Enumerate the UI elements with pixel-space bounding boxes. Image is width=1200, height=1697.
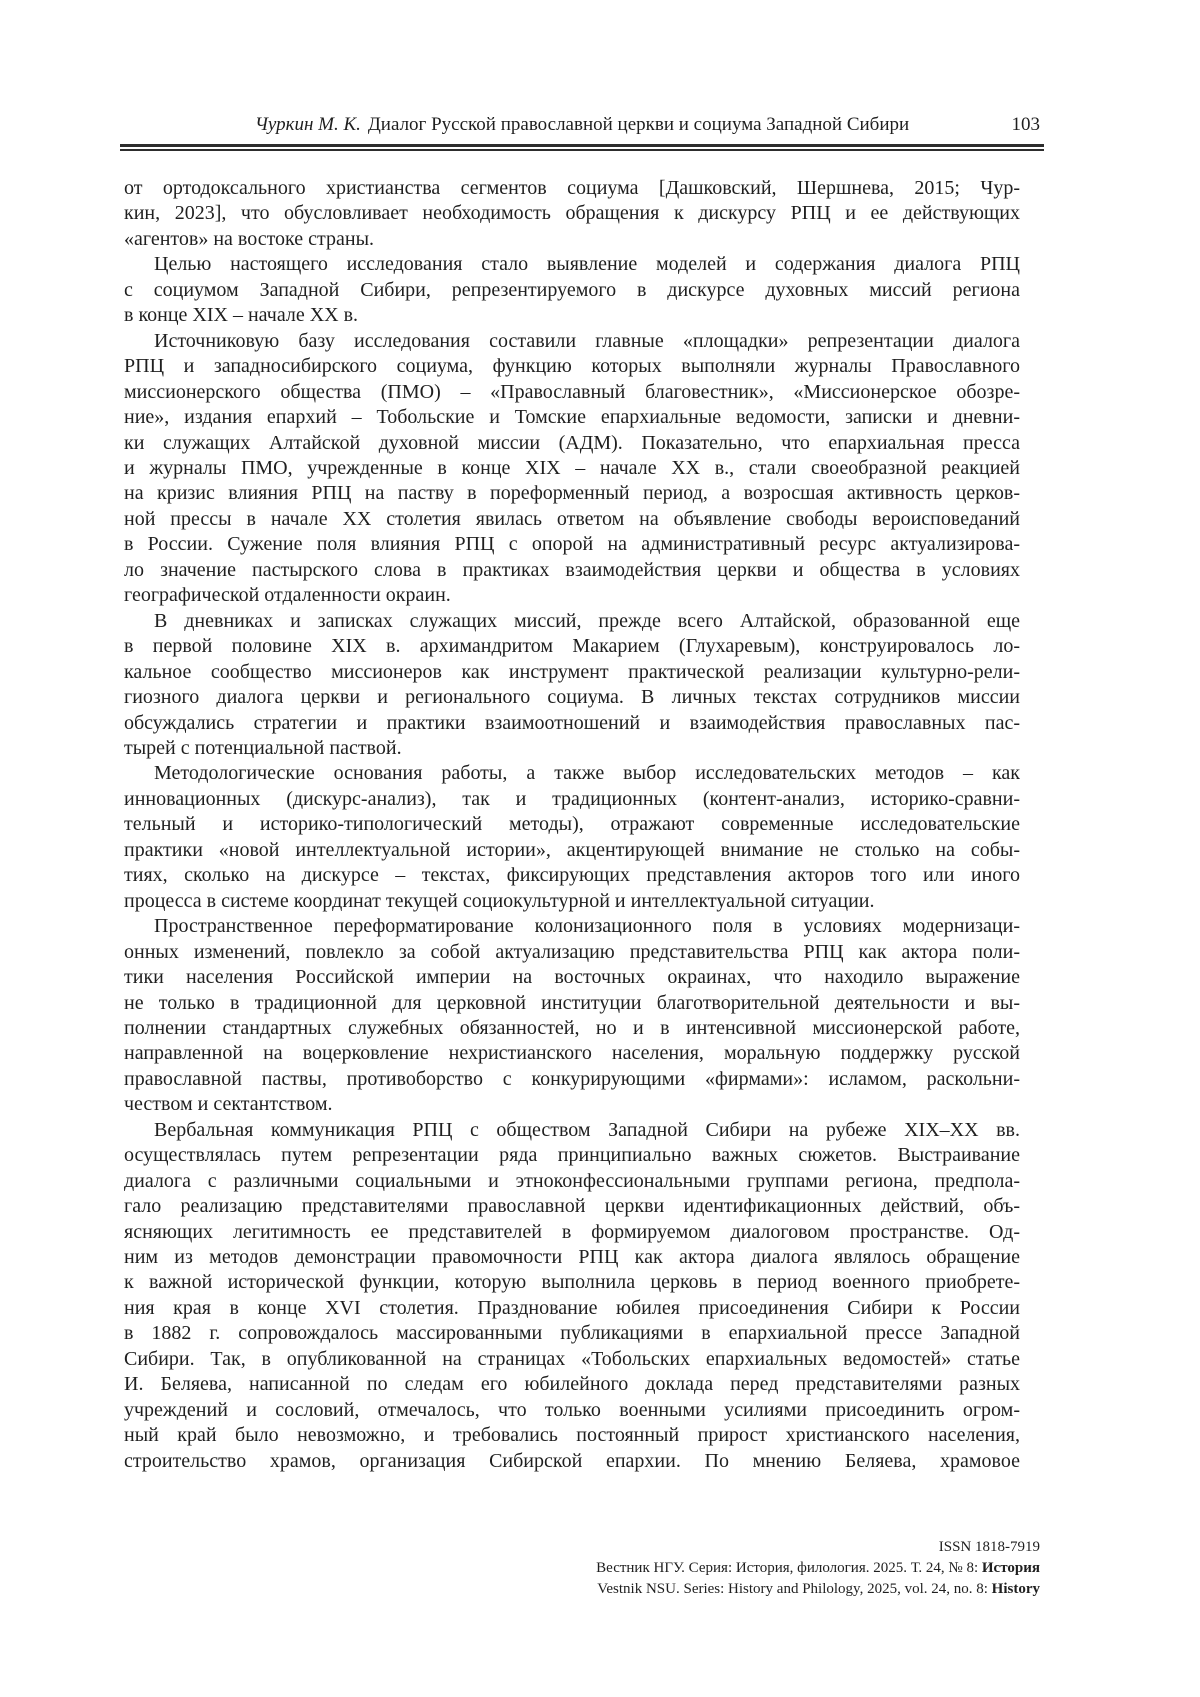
text-line: онных изменений, повлекло за собой актуализацию представительства РПЦ как актора поли- — [124, 940, 1020, 963]
text-line: ный край было невозможно, и требовались постоянный прирост христианского населения, — [124, 1424, 1020, 1447]
text-line: полнении стандартных служебных обязанностей, но и в интенсивной миссионерской работе, — [124, 1016, 1020, 1039]
text-line: миссионерского общества (ПМО) – «Православный благовестник», «Миссионерское обозре- — [124, 380, 1020, 403]
text-line: инновационных (дискурс-анализ), так и традиционных (контент-анализ, историко-сравни- — [124, 787, 1020, 810]
text-line: Вербальная коммуникация РПЦ с обществом Западной Сибири на рубеже XIX–XX вв. — [154, 1118, 1020, 1141]
text-line: обсуждались стратегии и практики взаимоотношений и взаимодействия православных пас- — [124, 711, 1020, 734]
text-line: Сибири. Так, в опубликованной на страницах «Тобольских епархиальных ведомостей» статье — [124, 1347, 1020, 1370]
text-line: кин, 2023], что обусловливает необходимость обращения к дискурсу РПЦ и ее действующих — [124, 202, 1020, 225]
text-line: строительство храмов, организация Сибирской епархии. По мнению Беляева, храмовое — [124, 1449, 1020, 1472]
text-line: с социумом Западной Сибири, репрезентируемого в дискурсе духовных миссий региона — [124, 278, 1020, 301]
footer-citation-ru-text: Вестник НГУ. Серия: История, филология. 2025. Т. 24, № 8: — [596, 1560, 982, 1576]
footer-citation-ru — [124, 1558, 1040, 1579]
text-line: Пространственное переформатирование колонизационного поля в условиях модернизаци- — [154, 915, 1020, 938]
page-footer — [124, 1537, 1040, 1600]
text-line: географической отдаленности окраин. — [124, 584, 451, 607]
page-header — [120, 113, 1044, 151]
text-line: «агентов» на востоке страны. — [124, 227, 375, 250]
text-line: на кризис влияния РПЦ на паству в пореформенный период, а возросшая активность церков- — [124, 482, 1020, 505]
text-line: ним из методов демонстрации правомочности РПЦ как актора диалога являлось обращение — [124, 1246, 1020, 1269]
running-title-line — [120, 113, 1044, 137]
footer-section-ru: История — [981, 1560, 1040, 1576]
paragraph — [124, 252, 1020, 328]
text-line: от ортодоксального христианства сегментов социума [Дашковский, Шершнева, 2015; Чур- — [124, 177, 1020, 199]
text-line: ки служащих Алтайской духовной миссии (АДМ). Показательно, что епархиальная пресса — [124, 431, 1020, 454]
running-header-title: Диалог Русской православной церкви и социума Западной Сибири — [367, 114, 910, 135]
footer-section-en: History — [991, 1581, 1040, 1597]
text-line: практики «новой интеллектуальной истории», акцентирующей внимание не столько на собы- — [124, 838, 1020, 861]
text-line: тиях, сколько на дискурсе – текстах, фиксирующих представления акторов того или иного — [124, 864, 1020, 887]
text-line: В дневниках и записках служащих миссий, прежде всего Алтайской, образованной еще — [154, 609, 1020, 632]
text-line: ло значение пастырского слова в практиках взаимодействия церкви и общества в условиях — [124, 558, 1020, 581]
running-header-author: Чуркин М. К. — [254, 114, 361, 135]
text-line: Методологические основания работы, а также выбор исследовательских методов – как — [154, 762, 1020, 785]
text-line: И. Беляева, написанной по следам его юбилейного доклада перед представителями разных — [124, 1373, 1020, 1396]
text-line: направленной на воцерковление нехристианского населения, моральную поддержку русской — [124, 1042, 1020, 1065]
footer-citation-en-text: Vestnik NSU. Series: History and Philology, 2025, vol. 24, no. 8: — [597, 1581, 992, 1597]
text-line: ния края в конце XVI столетия. Празднование юбилея присоединения Сибири к России — [124, 1296, 1020, 1319]
text-line: Источниковую базу исследования составили главные «площадки» репрезентации диалога — [154, 329, 1020, 352]
text-line: осуществлялась путем репрезентации ряда принципиально важных сюжетов. Выстраивание — [124, 1144, 1020, 1167]
article-body — [124, 176, 1020, 1474]
paragraph — [124, 609, 1020, 762]
text-line: РПЦ и западносибирского социума, функцию которых выполняли журналы Православного — [124, 355, 1020, 378]
text-line: не только в традиционной для церковной институции благотворительной деятельности и вы- — [124, 991, 1020, 1014]
text-line: процесса в системе координат текущей социокультурной и интеллектуальной ситуации. — [124, 889, 875, 912]
text-line: гало реализацию представителями православной церкви идентификационных действий, объ- — [124, 1195, 1020, 1218]
footer-citation-en — [124, 1579, 1040, 1600]
paragraph — [124, 914, 1020, 1118]
text-line: Целью настоящего исследования стало выявление моделей и содержания диалога РПЦ — [154, 253, 1020, 276]
text-line: в первой половине XIX в. архимандритом Макарием (Глухаревым), конструировалось ло- — [124, 635, 1020, 658]
text-line: тики населения Российской империи на восточных окраинах, что находило выражение — [124, 966, 1020, 989]
text-line: тельный и историко-типологический методы), отражают современные исследовательские — [124, 813, 1020, 836]
text-line: и журналы ПМО, учрежденные в конце XIX – начале XX в., стали своеобразной реакцией — [124, 456, 1020, 479]
text-line: тырей с потенциальной паствой. — [124, 736, 402, 759]
text-line: диалога с различными социальными и этноконфессиональными группами региона, предпола- — [124, 1169, 1020, 1192]
footer-issn: ISSN 1818-7919 — [938, 1539, 1040, 1555]
paragraph — [124, 761, 1020, 914]
text-line: в 1882 г. сопровождалось массированными публикациями в епархиальной прессе Западной — [124, 1322, 1020, 1345]
paragraph — [124, 329, 1020, 609]
text-line: ние», издания епархий – Тобольские и Томские епархиальные ведомости, записки и дневни- — [124, 406, 1020, 429]
text-line: гиозного диалога церкви и регионального социума. В личных текстах сотрудников миссии — [124, 686, 1020, 709]
text-line: учреждений и сословий, отмечалось, что только военными усилиями присоединить огром- — [124, 1398, 1020, 1421]
paragraph — [124, 1118, 1020, 1474]
text-line: кальное сообщество миссионеров как инструмент практической реализации культурно-рели- — [124, 660, 1020, 683]
paragraph — [124, 176, 1020, 252]
text-line: чеством и сектантством. — [124, 1093, 333, 1116]
text-line: ясняющих легитимность ее представителей в формируемом диалоговом пространстве. Од- — [124, 1220, 1020, 1243]
page-number: 103 — [1011, 114, 1040, 135]
header-rule — [120, 144, 1044, 151]
text-line: православной паствы, противоборство с конкурирующими «фирмами»: исламом, раскольни- — [124, 1067, 1020, 1090]
text-line: к важной исторической функции, которую выполнила церковь в период военного приобрете- — [124, 1271, 1020, 1294]
text-line: в конце XIX – начале XX в. — [124, 304, 359, 327]
text-line: в России. Сужение поля влияния РПЦ с опорой на административный ресурс актуализирова- — [124, 533, 1020, 556]
text-line: ной прессы в начале XX столетия явилась ответом на объявление свободы вероисповеданий — [124, 507, 1020, 530]
